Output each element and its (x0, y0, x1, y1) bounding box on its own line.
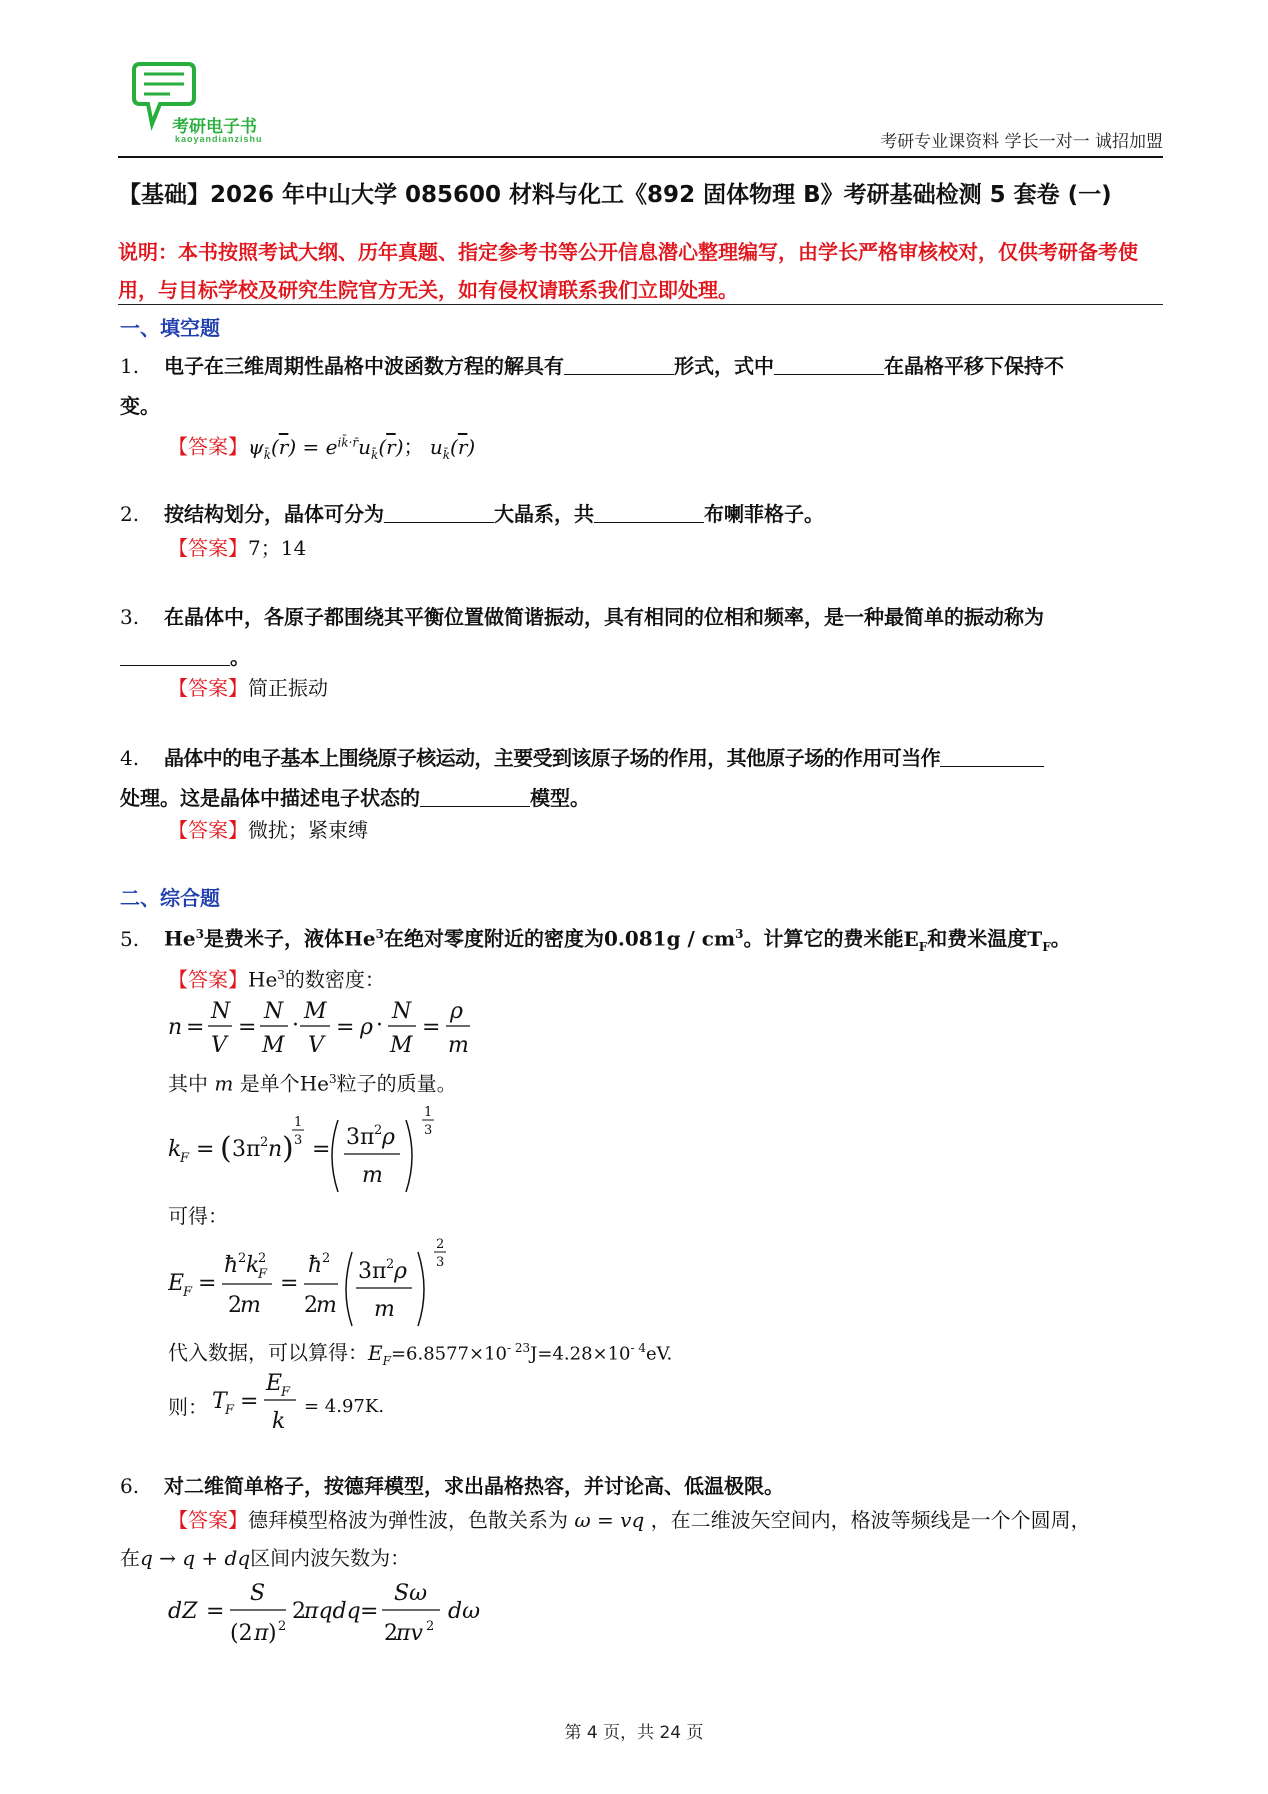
formula-fermi-wavevector (168, 1100, 448, 1195)
answer-blank (564, 352, 674, 375)
svg-text:ρ: ρ (394, 1259, 407, 1284)
svg-text:(2: (2 (230, 1621, 253, 1646)
formula-bloch-wave: $\psi_{k̄}(\overline{r}) = e^{ik̄\cdot r̄}u_{k̄}(\overline{r})$ (248, 434, 404, 462)
answer-5-intro: 【答案】He$^3$的数密度： (168, 967, 385, 992)
answer-5-then: 可得： (168, 1204, 228, 1228)
svg-text:m: m (240, 1293, 261, 1318)
svg-text:N: N (392, 999, 412, 1024)
svg-text:·: · (292, 1013, 299, 1038)
answer-blank (594, 500, 704, 523)
answer-3: 【答案】简正振动 (168, 676, 328, 700)
svg-text:2: 2 (228, 1293, 242, 1318)
svg-text:=: = (206, 1599, 225, 1624)
svg-text:k: k (272, 1409, 286, 1434)
answer-5-mass-note: 其中 m 是单个He$^3$粒子的质量。 (168, 1071, 457, 1096)
svg-text:2: 2 (384, 1621, 398, 1646)
header-divider (118, 156, 1163, 158)
answer-tag: 【答案】 (168, 967, 248, 992)
svg-text:2: 2 (260, 1135, 269, 1150)
svg-text:=: = (360, 1599, 379, 1624)
question-6: 6. 对二维简单格子，按德拜模型，求出晶格热容，并讨论高、低温极限。 (120, 1466, 1165, 1506)
svg-text:1: 1 (424, 1105, 433, 1120)
svg-text:F: F (258, 1267, 268, 1282)
svg-text:dZ: dZ (168, 1599, 198, 1624)
answer-blank (774, 352, 884, 375)
svg-text:·: · (376, 1013, 383, 1038)
svg-text:n: n (168, 1015, 183, 1040)
answer-blank (120, 643, 230, 666)
formula-dispersion: ω = vq (568, 1508, 651, 1532)
answer-tag: 【答案】 (168, 1508, 248, 1532)
answer-5-numeric: 代入数据，可以算得：$E_F=6.8577\times 10^{- 23}J=4.28\times 10^{- 4}eV$. (168, 1340, 673, 1368)
answer-blank (420, 784, 530, 807)
formula-interval: q → q + dq (140, 1546, 251, 1570)
question-1: 1. 电子在三维周期性晶格中波函数方程的解具有 形式，式中 在晶格平移下保持不 变。 (120, 346, 1165, 426)
svg-text:=: = (336, 1015, 355, 1040)
svg-text:(: ( (220, 1131, 232, 1166)
page-title: 【基础】2026 年中山大学 085600 材料与化工《892 固体物理 B》考研基础检测 5 套卷 (一) (118, 182, 1112, 208)
svg-text:n: n (268, 1137, 283, 1162)
svg-text:2: 2 (322, 1251, 331, 1266)
svg-text:2: 2 (436, 1237, 445, 1252)
svg-text:3π: 3π (346, 1125, 375, 1150)
formula-number-density (168, 992, 488, 1062)
svg-text:E: E (266, 1371, 283, 1396)
svg-text:=: = (186, 1015, 205, 1040)
svg-text:F: F (281, 1385, 291, 1400)
question-3: 3. 在晶体中，各原子都围绕其平衡位置做简谐振动，具有相同的位相和频率，是一种最简单的振动称为 。 (120, 597, 1165, 677)
answer-6-line2: 在q → q + dq区间内波矢数为： (120, 1546, 411, 1570)
logo-subtext: kaoyandianzishu (175, 134, 263, 144)
answer-tag: 【答案】 (168, 434, 248, 459)
svg-text:=: = (280, 1271, 299, 1296)
svg-text:F: F (183, 1285, 193, 1300)
svg-text:V: V (211, 1033, 227, 1058)
svg-text:2: 2 (278, 1619, 287, 1634)
svg-text:2: 2 (374, 1123, 383, 1138)
answer-blank (384, 500, 494, 523)
answer-tag: 【答案】 (168, 676, 248, 700)
question-number: 1. (120, 354, 140, 378)
svg-text:ħ: ħ (224, 1253, 239, 1278)
question-number: 5. (120, 926, 140, 951)
answer-6-line1: 【答案】德拜模型格波为弹性波，色散关系为 ω = vq ，在二维波矢空间内，格波等频线是一个个圆周， (168, 1508, 1091, 1532)
svg-text:N: N (211, 999, 231, 1024)
formula-wavevector-count (168, 1574, 498, 1654)
svg-text:2: 2 (238, 1251, 247, 1266)
svg-text:S: S (250, 1581, 266, 1606)
svg-text:π: π (254, 1621, 269, 1646)
answer-1: 【答案】$\psi_{k̄}(\overline{r}) = e^{ik̄\cdot r̄}u_{k̄}(\overline{r})$； $u_{k̄}(\overline{r})$ (168, 434, 476, 462)
disclaimer-notice: 说明：本书按照考试大纲、历年真题、指定参考书等公开信息潜心整理编写，由学长严格审核校对，仅供考研备考使用，与目标学校及研究生院官方无关，如有侵权请联系我们立即处理。 (118, 240, 1138, 302)
question-4: 4. 晶体中的电子基本上围绕原子核运动，主要受到该原子场的作用，其他原子场的作用可当作 处理。这是晶体中描述电子状态的 模型。 (120, 738, 1165, 818)
question-number: 2. (120, 502, 140, 526)
svg-text:3: 3 (294, 1133, 303, 1148)
answer-blank (940, 744, 1044, 767)
svg-text:Sω: Sω (394, 1581, 428, 1606)
question-5: 5. He$^3$是费米子，液体He$^3$在绝对零度附近的密度为$0.081g / cm^3$。计算它的费米能$E_F$和费米温度$T_F$。 (120, 914, 1165, 967)
svg-text:πqdq: πqdq (304, 1599, 361, 1624)
answer-2: 【答案】7；14 (168, 536, 307, 560)
section-heading-comprehensive: 二、综合题 (120, 886, 220, 910)
svg-text:ρ: ρ (382, 1125, 395, 1150)
svg-text:=: = (238, 1015, 257, 1040)
svg-text:2: 2 (426, 1619, 435, 1634)
svg-text:k: k (246, 1253, 260, 1278)
page-footer: 第 4 页，共 24 页 (564, 1723, 704, 1743)
svg-text:3: 3 (424, 1123, 433, 1138)
svg-text:M: M (304, 999, 327, 1024)
svg-text:dω: dω (448, 1599, 481, 1624)
header-tagline: 考研专业课资料 学长一对一 诚招加盟 (880, 132, 1163, 152)
question-number: 3. (120, 605, 140, 629)
answer-5-temp-label: 则： (168, 1395, 208, 1419)
svg-text:F: F (180, 1151, 190, 1166)
svg-text:2: 2 (292, 1599, 306, 1624)
svg-text:2: 2 (386, 1257, 395, 1272)
svg-text:3: 3 (436, 1255, 445, 1270)
svg-text:m: m (448, 1033, 469, 1058)
svg-text:3π: 3π (358, 1259, 387, 1284)
svg-text:): ) (282, 1131, 294, 1166)
svg-text:=: = (422, 1015, 441, 1040)
svg-text:N: N (264, 999, 284, 1024)
notice-divider (118, 304, 1163, 305)
svg-text:2: 2 (258, 1251, 267, 1266)
svg-text:=: = (240, 1389, 259, 1414)
svg-text:ħ: ħ (308, 1253, 323, 1278)
svg-text:T: T (212, 1389, 227, 1414)
formula-fermi-energy (168, 1228, 458, 1328)
answer-tag: 【答案】 (168, 818, 248, 842)
svg-text:ρ: ρ (450, 999, 463, 1024)
svg-text:m: m (362, 1163, 383, 1188)
answer-5-temp-value: = 4.97K. (304, 1396, 385, 1417)
question-number: 6. (120, 1474, 140, 1498)
svg-text:=: = (196, 1137, 215, 1162)
svg-text:k: k (168, 1137, 182, 1162)
svg-text:V: V (308, 1033, 324, 1058)
svg-text:E: E (168, 1271, 185, 1296)
svg-text:=: = (198, 1271, 217, 1296)
svg-text:ρ: ρ (360, 1015, 373, 1040)
answer-4: 【答案】微扰；紧束缚 (168, 818, 368, 842)
question-2: 2. 按结构划分，晶体可分为 大晶系，共 布喇菲格子。 (120, 494, 1165, 534)
svg-text:): ) (268, 1621, 277, 1646)
svg-text:1: 1 (294, 1115, 303, 1130)
svg-text:πv: πv (396, 1621, 423, 1646)
svg-text:M: M (262, 1033, 285, 1058)
svg-text:M: M (390, 1033, 413, 1058)
svg-text:=: = (312, 1137, 331, 1162)
formula-periodic-function: $u_{k̄}(\overline{r})$ (429, 434, 476, 462)
svg-text:m: m (374, 1297, 395, 1322)
svg-text:F: F (225, 1403, 235, 1418)
svg-text:3π: 3π (232, 1137, 261, 1162)
svg-text:2: 2 (304, 1293, 318, 1318)
svg-text:m: m (316, 1293, 337, 1318)
question-number: 4. (120, 746, 140, 770)
section-heading-fill-blank: 一、填空题 (120, 316, 220, 340)
logo-text: 考研电子书 (172, 117, 257, 136)
answer-tag: 【答案】 (168, 536, 248, 560)
